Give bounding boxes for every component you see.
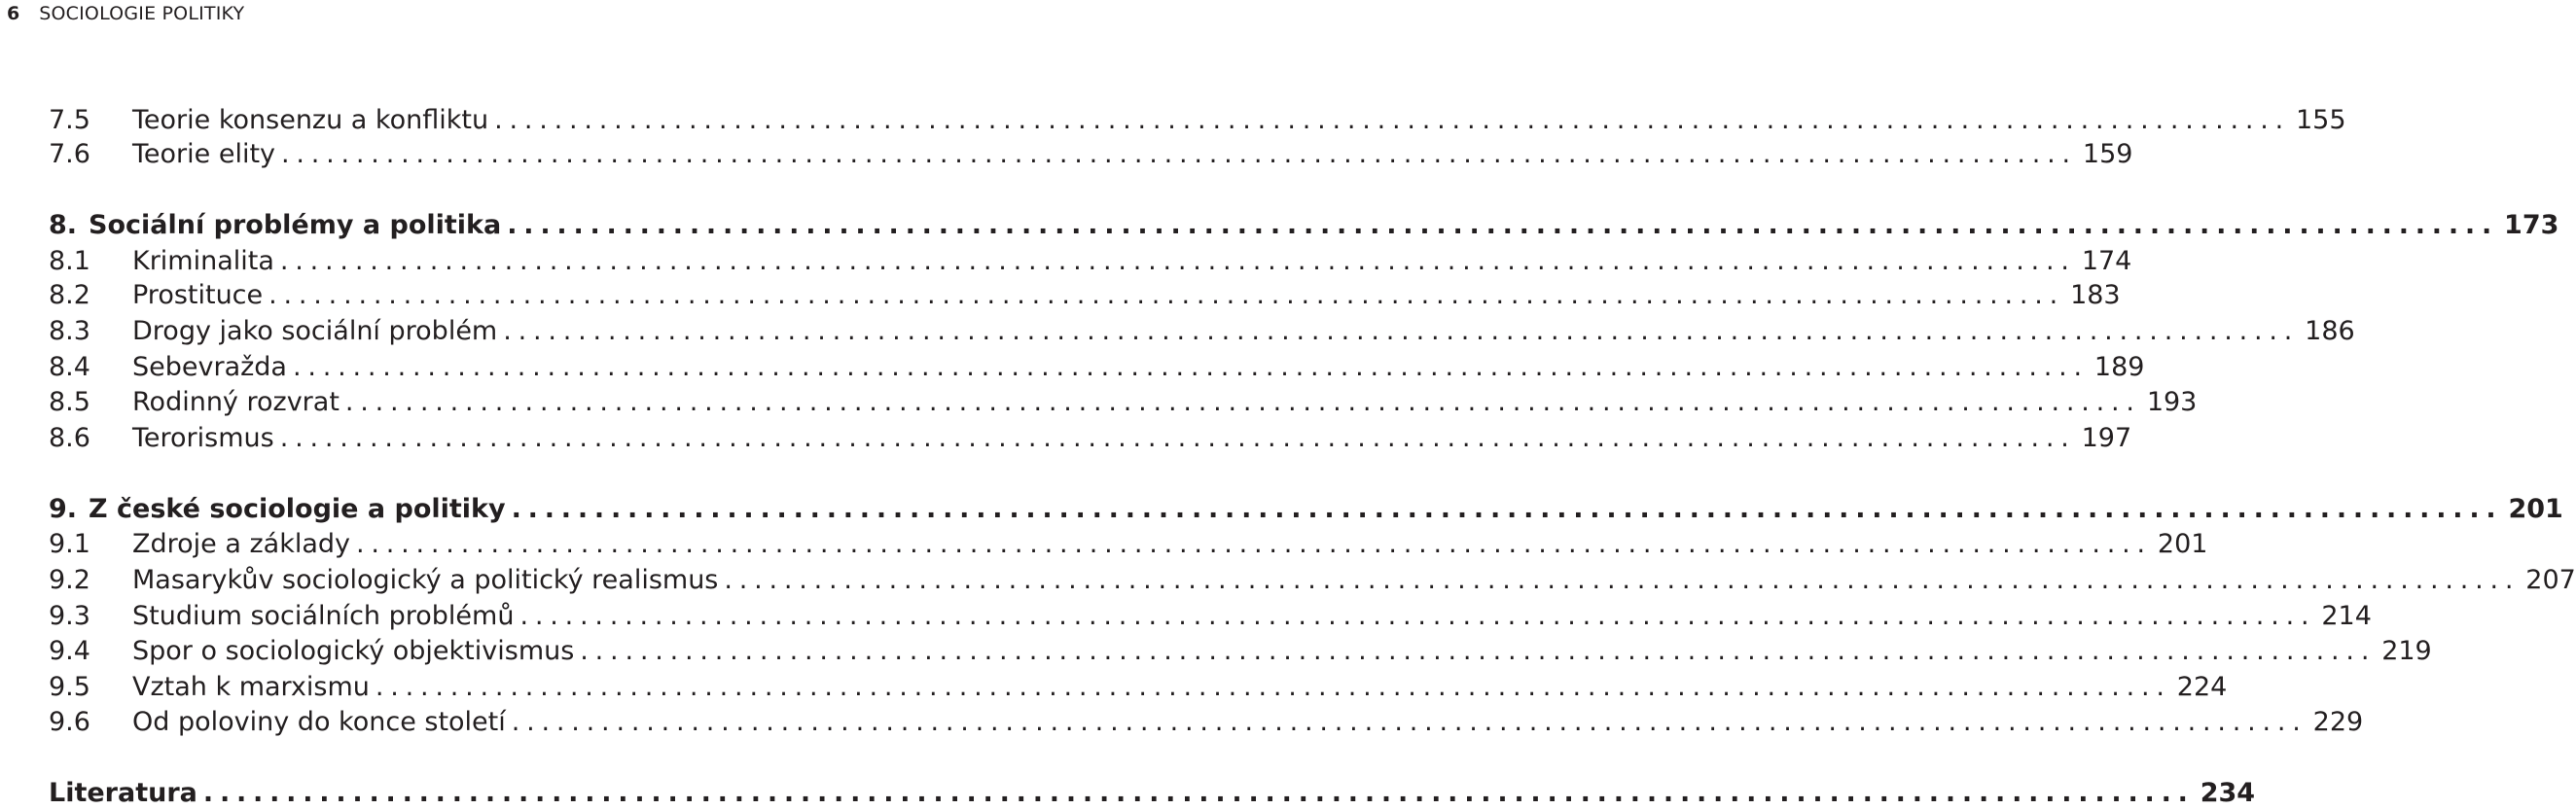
toc-entry-number: 7.5 xyxy=(49,105,90,135)
toc-entry-page: 173 xyxy=(2504,210,2559,240)
toc-entry-page: 201 xyxy=(2508,494,2563,524)
toc-entry-page: 214 xyxy=(2321,601,2372,631)
dot-leader: ........................................................................................................................ xyxy=(580,636,2377,666)
toc-entry[interactable] xyxy=(49,671,2228,704)
toc-entry-number: 8.6 xyxy=(49,423,90,453)
toc-entry-title: Z české sociologie a politiky xyxy=(89,494,506,524)
dot-leader: ........................................................................................................................ xyxy=(724,565,2521,595)
dot-leader: ........................................................................................................................ xyxy=(279,246,2076,276)
toc-entry-title: Studium sociálních problémů xyxy=(132,601,515,631)
toc-entry-page: 174 xyxy=(2081,246,2132,276)
toc-entry-number: 9.3 xyxy=(49,601,90,631)
toc-entry-number: 8.4 xyxy=(49,352,90,382)
toc-entry-page: 219 xyxy=(2381,636,2432,666)
toc-entry-title: Zdroje a základy xyxy=(132,529,351,559)
dot-leader: ........................................................................................................................ xyxy=(511,707,2308,737)
dot-leader: ........................................................................................................................ xyxy=(511,494,2503,524)
toc-entry[interactable] xyxy=(49,600,2372,633)
toc-entry-number: 9.2 xyxy=(49,565,90,595)
toc-entry[interactable] xyxy=(49,635,2432,668)
toc-entry-title: Teorie konsenzu a konfliktu xyxy=(132,105,489,135)
toc-entry-page: 207 xyxy=(2525,565,2576,595)
toc-entry-title: Terorismus xyxy=(132,423,274,453)
toc-entry-number: 8.3 xyxy=(49,316,90,346)
toc-entry-page: 186 xyxy=(2305,316,2355,346)
toc-entry[interactable] xyxy=(49,315,2355,348)
toc-entry-number: 8.5 xyxy=(49,387,90,417)
toc-entry-page: 229 xyxy=(2312,707,2364,737)
toc-entry-title: Drogy jako sociální problém xyxy=(132,316,498,346)
toc-entry-number: 9.6 xyxy=(49,707,90,737)
toc-entry-number: 8.2 xyxy=(49,280,90,310)
toc-entry-number: 8. xyxy=(49,210,78,240)
toc-chapter[interactable] xyxy=(49,493,2563,526)
toc-entry-title: Sebevražda xyxy=(132,352,287,382)
toc-entry-title: Teorie elity xyxy=(132,139,276,169)
toc-entry-title: Kriminalita xyxy=(132,246,274,276)
toc-entry-number: 7.6 xyxy=(49,139,90,169)
toc-entry-title: Sociální problémy a politika xyxy=(89,210,502,240)
toc-entry-title: Od poloviny do konce století xyxy=(132,707,506,737)
dot-leader: ........................................................................................................................ xyxy=(279,423,2076,453)
toc-entry[interactable] xyxy=(49,528,2208,561)
toc-entry-page: 197 xyxy=(2081,423,2132,453)
toc-entry-number: 9.1 xyxy=(49,529,90,559)
page-number: 6 xyxy=(7,3,20,24)
toc-entry-page: 189 xyxy=(2093,352,2145,382)
toc-entry-number: 9.5 xyxy=(49,672,90,702)
toc-entry-number: 8.1 xyxy=(49,246,90,276)
book-title: SOCIOLOGIE POLITIKY xyxy=(39,3,245,24)
toc-entry[interactable] xyxy=(49,104,2346,137)
dot-leader: ........................................................................................................................ xyxy=(268,280,2065,310)
toc-entry-page: 234 xyxy=(2200,778,2256,808)
toc-entry-title: Spor o sociologický objektivismus xyxy=(132,636,575,666)
toc-entry-page: 159 xyxy=(2082,139,2133,169)
dot-leader: ........................................................................................................................ xyxy=(519,601,2316,631)
dot-leader: ........................................................................................................................ xyxy=(281,139,2077,169)
toc-entry[interactable] xyxy=(49,245,2132,278)
running-head xyxy=(7,0,244,27)
toc-chapter[interactable] xyxy=(49,209,2559,242)
toc-entry-number: 9.4 xyxy=(49,636,90,666)
toc-entry[interactable] xyxy=(49,422,2132,455)
toc-entry[interactable] xyxy=(49,564,2576,597)
toc-entry-page: 193 xyxy=(2146,387,2198,417)
toc-chapter[interactable] xyxy=(49,777,2256,810)
dot-leader: ........................................................................................................................ xyxy=(494,105,2290,135)
dot-leader: ........................................................................................................................ xyxy=(344,387,2141,417)
dot-leader: ........................................................................................................................ xyxy=(503,316,2300,346)
toc-entry[interactable] xyxy=(49,351,2145,384)
toc-entry[interactable] xyxy=(49,706,2364,739)
toc-entry-title: Rodinný rozvrat xyxy=(132,387,340,417)
toc-entry-page: 201 xyxy=(2157,529,2208,559)
toc-entry-page: 183 xyxy=(2070,280,2121,310)
dot-leader: ........................................................................................................................ xyxy=(507,210,2499,240)
toc-entry-page: 224 xyxy=(2176,672,2228,702)
toc-entry-title: Masarykův sociologický a politický realismus xyxy=(132,565,719,595)
toc-entry[interactable] xyxy=(49,386,2198,419)
dot-leader: ........................................................................................................................ xyxy=(356,529,2152,559)
toc-entry-title: Vztah k marxismu xyxy=(132,672,370,702)
toc-entry-number: 9. xyxy=(49,494,78,524)
toc-entry-title: Prostituce xyxy=(132,280,264,310)
toc-entry[interactable] xyxy=(49,279,2121,312)
dot-leader: ........................................................................................................................ xyxy=(292,352,2089,382)
toc-entry[interactable] xyxy=(49,138,2133,171)
dot-leader: ........................................................................................................................ xyxy=(202,778,2195,808)
dot-leader: ........................................................................................................................ xyxy=(375,672,2171,702)
toc-entry-page: 155 xyxy=(2295,105,2346,135)
toc-entry-title: Literatura xyxy=(49,778,197,808)
